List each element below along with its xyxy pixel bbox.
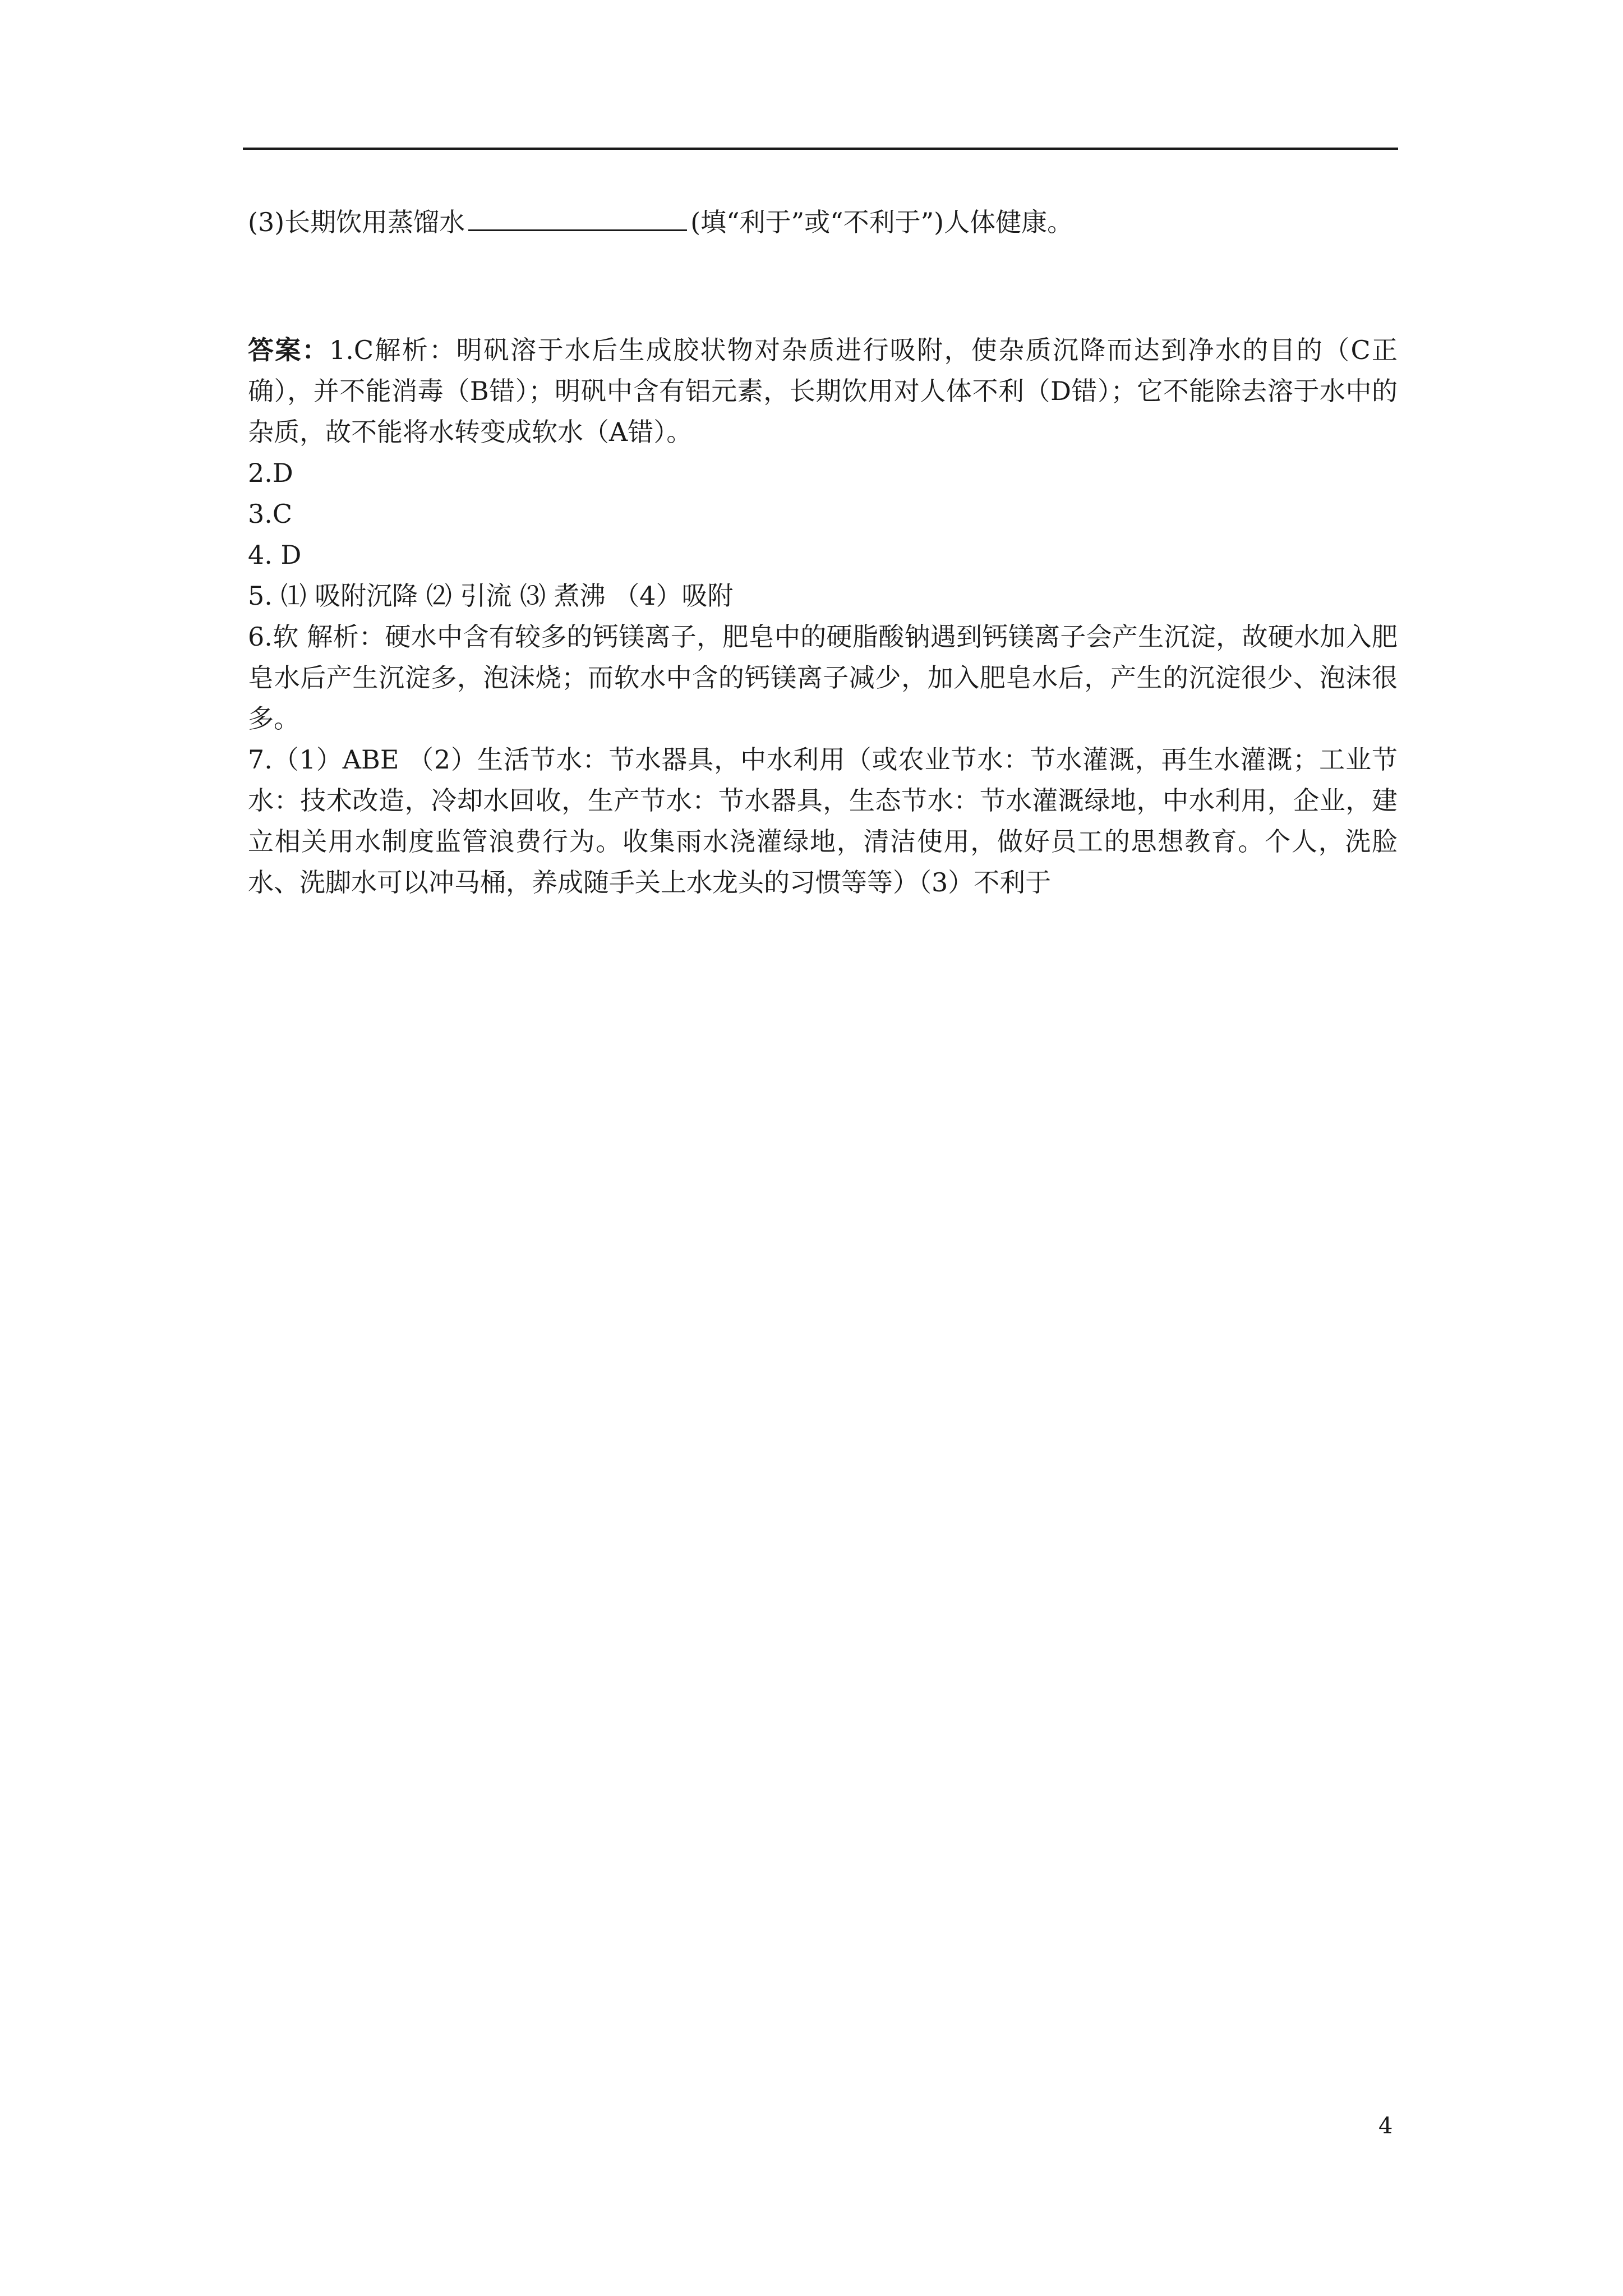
page-number: 4 [1378,2113,1393,2139]
answer-item-1-text: 1.C解析：明矾溶于水后生成胶状物对杂质进行吸附，使杂质沉降而达到净水的目的（C正确），并不能消毒（B错）；明矾中含有铝元素，长期饮用对人体不利（D错）；它不能除去溶于水中的杂质，故不能将水转变成软水（A错）。 [248,335,1398,447]
answer-item-3: 3.C [248,499,293,529]
answer-item-4: 4. D [248,540,302,570]
answer-item-5: 5. ⑴ 吸附沉降 ⑵ 引流 ⑶ 煮沸 （4）吸附 [248,581,734,611]
question-prefix: (3)长期饮用蒸馏水 [248,207,465,237]
header-rule [243,148,1398,150]
answer-label: 答案： [248,335,330,365]
answer-item-2: 2.D [248,458,293,488]
answer-section [248,330,1398,903]
answer-item-6: 6.软 解析：硬水中含有较多的钙镁离子，肥皂中的硬脂酸钠遇到钙镁离子会产生沉淀，故硬水加入肥皂水后产生沉淀多，泡沫烧；而软水中含的钙镁离子减少，加入肥皂水后，产生的沉淀很少、泡沫很多。 [248,622,1398,734]
question-suffix: (填“利于”或“不利于”)人体健康。 [690,207,1073,237]
answer-item-7: 7.（1）ABE （2）生活节水：节水器具，中水利用（或农业节水：节水灌溉，再生水灌溉；工业节水：技术改造，冷却水回收，生产节水：节水器具，生态节水：节水灌溉绿地，中水利用，企业，建立相关用水制度监管浪费行为。收集雨水浇灌绿地，清洁使用，做好员工的思想教育。个人，洗脸水、洗脚水可以冲马桶，养成随手关上水龙头的习惯等等）（3）不利于 [248,744,1398,898]
question-3 [248,202,1398,242]
answer-item-1 [248,330,1398,453]
answer-blank [468,207,687,231]
